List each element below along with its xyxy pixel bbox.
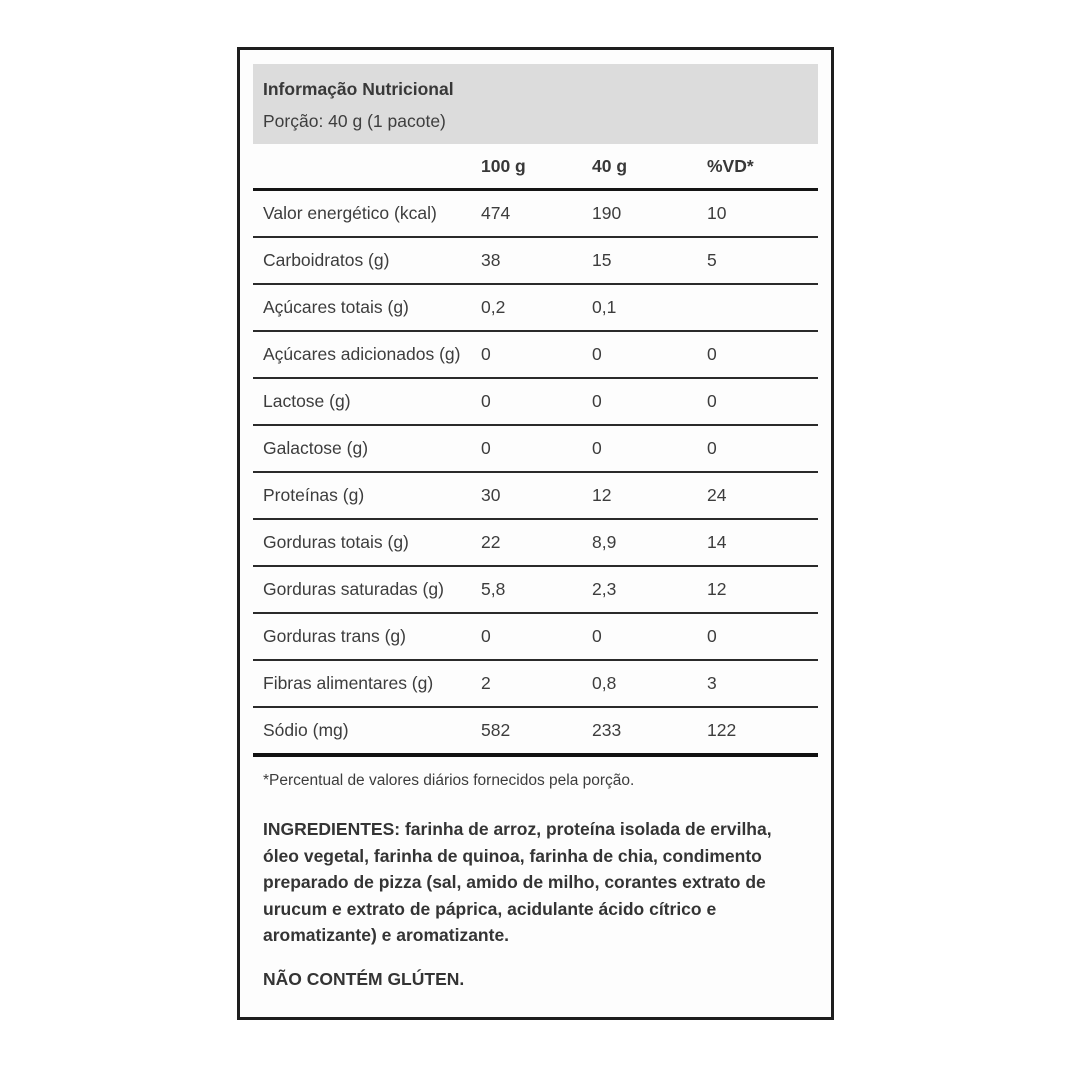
nutrient-name: Gorduras trans (g) [263,626,406,646]
value-100g: 2 [481,673,491,693]
table-row [253,238,818,285]
table-row [253,661,818,708]
value-vd: 0 [707,626,717,646]
nutrient-name: Açúcares adicionados (g) [263,344,461,364]
value-40g: 190 [592,203,622,223]
value-100g: 5,8 [481,579,506,599]
value-vd: 0 [707,438,717,458]
nutrient-name: Sódio (mg) [263,720,349,740]
table-row [253,426,818,473]
nutrient-name: Valor energético (kcal) [263,203,437,223]
table-body [253,191,818,757]
value-40g: 0,1 [592,297,617,317]
value-100g: 474 [481,203,511,223]
nutrient-name: Proteínas (g) [263,485,365,505]
value-40g: 0 [592,391,602,411]
table-row [253,520,818,567]
nutrient-name: Gorduras saturadas (g) [263,579,444,599]
column-header-vd: %VD* [707,155,754,176]
nutrient-name: Galactose (g) [263,438,369,458]
table-row [253,379,818,426]
value-100g: 582 [481,720,511,740]
nutrient-name: Carboidratos (g) [263,250,390,270]
value-100g: 0 [481,344,491,364]
value-100g: 38 [481,250,501,270]
column-header-100g: 100 g [481,155,526,176]
table-row [253,567,818,614]
value-100g: 22 [481,532,501,552]
table-row [253,191,818,238]
value-vd: 12 [707,579,727,599]
nutrient-name: Lactose (g) [263,391,351,411]
table-header-row [253,144,818,191]
value-vd: 14 [707,532,727,552]
value-40g: 12 [592,485,612,505]
value-vd: 3 [707,673,717,693]
nutrient-name: Fibras alimentares (g) [263,673,434,693]
value-100g: 0,2 [481,297,506,317]
value-40g: 8,9 [592,532,617,552]
table-row [253,285,818,332]
value-40g: 15 [592,250,612,270]
value-vd: 0 [707,344,717,364]
value-40g: 233 [592,720,622,740]
nutrition-table [253,144,818,757]
value-100g: 0 [481,626,491,646]
nutrient-name: Açúcares totais (g) [263,297,409,317]
value-40g: 0 [592,626,602,646]
value-vd: 10 [707,203,727,223]
value-vd: 5 [707,250,717,270]
value-vd: 24 [707,485,727,505]
value-100g: 0 [481,391,491,411]
table-row [253,708,818,757]
nutrient-name: Gorduras totais (g) [263,532,409,552]
value-40g: 0 [592,344,602,364]
label-header [253,64,818,144]
value-40g: 0 [592,438,602,458]
label-content [253,64,818,991]
table-row [253,332,818,379]
label-title: Informação Nutricional [263,79,454,99]
serving-size: Porção: 40 g (1 pacote) [263,111,446,131]
value-vd: 122 [707,720,737,740]
gluten-free-statement: NÃO CONTÉM GLÚTEN. [263,968,465,989]
value-40g: 0,8 [592,673,617,693]
ingredients-text: INGREDIENTES: farinha de arroz, proteína isolada de ervilha, óleo vegetal, farinha de quinoa, farinha de chia, condimento preparado de pizza (sal, amido de milho, corantes extrato de urucum e extrato de páprica, acidulante ácido cítrico e aromatizante) e aromatizante. [263,819,772,945]
value-vd: 0 [707,391,717,411]
daily-value-footnote: *Percentual de valores diários fornecidos pela porção. [263,772,635,789]
nutrition-facts-label [237,47,834,1020]
value-100g: 0 [481,438,491,458]
table-row [253,473,818,520]
value-40g: 2,3 [592,579,617,599]
table-row [253,614,818,661]
column-header-40g: 40 g [592,155,628,176]
value-100g: 30 [481,485,501,505]
